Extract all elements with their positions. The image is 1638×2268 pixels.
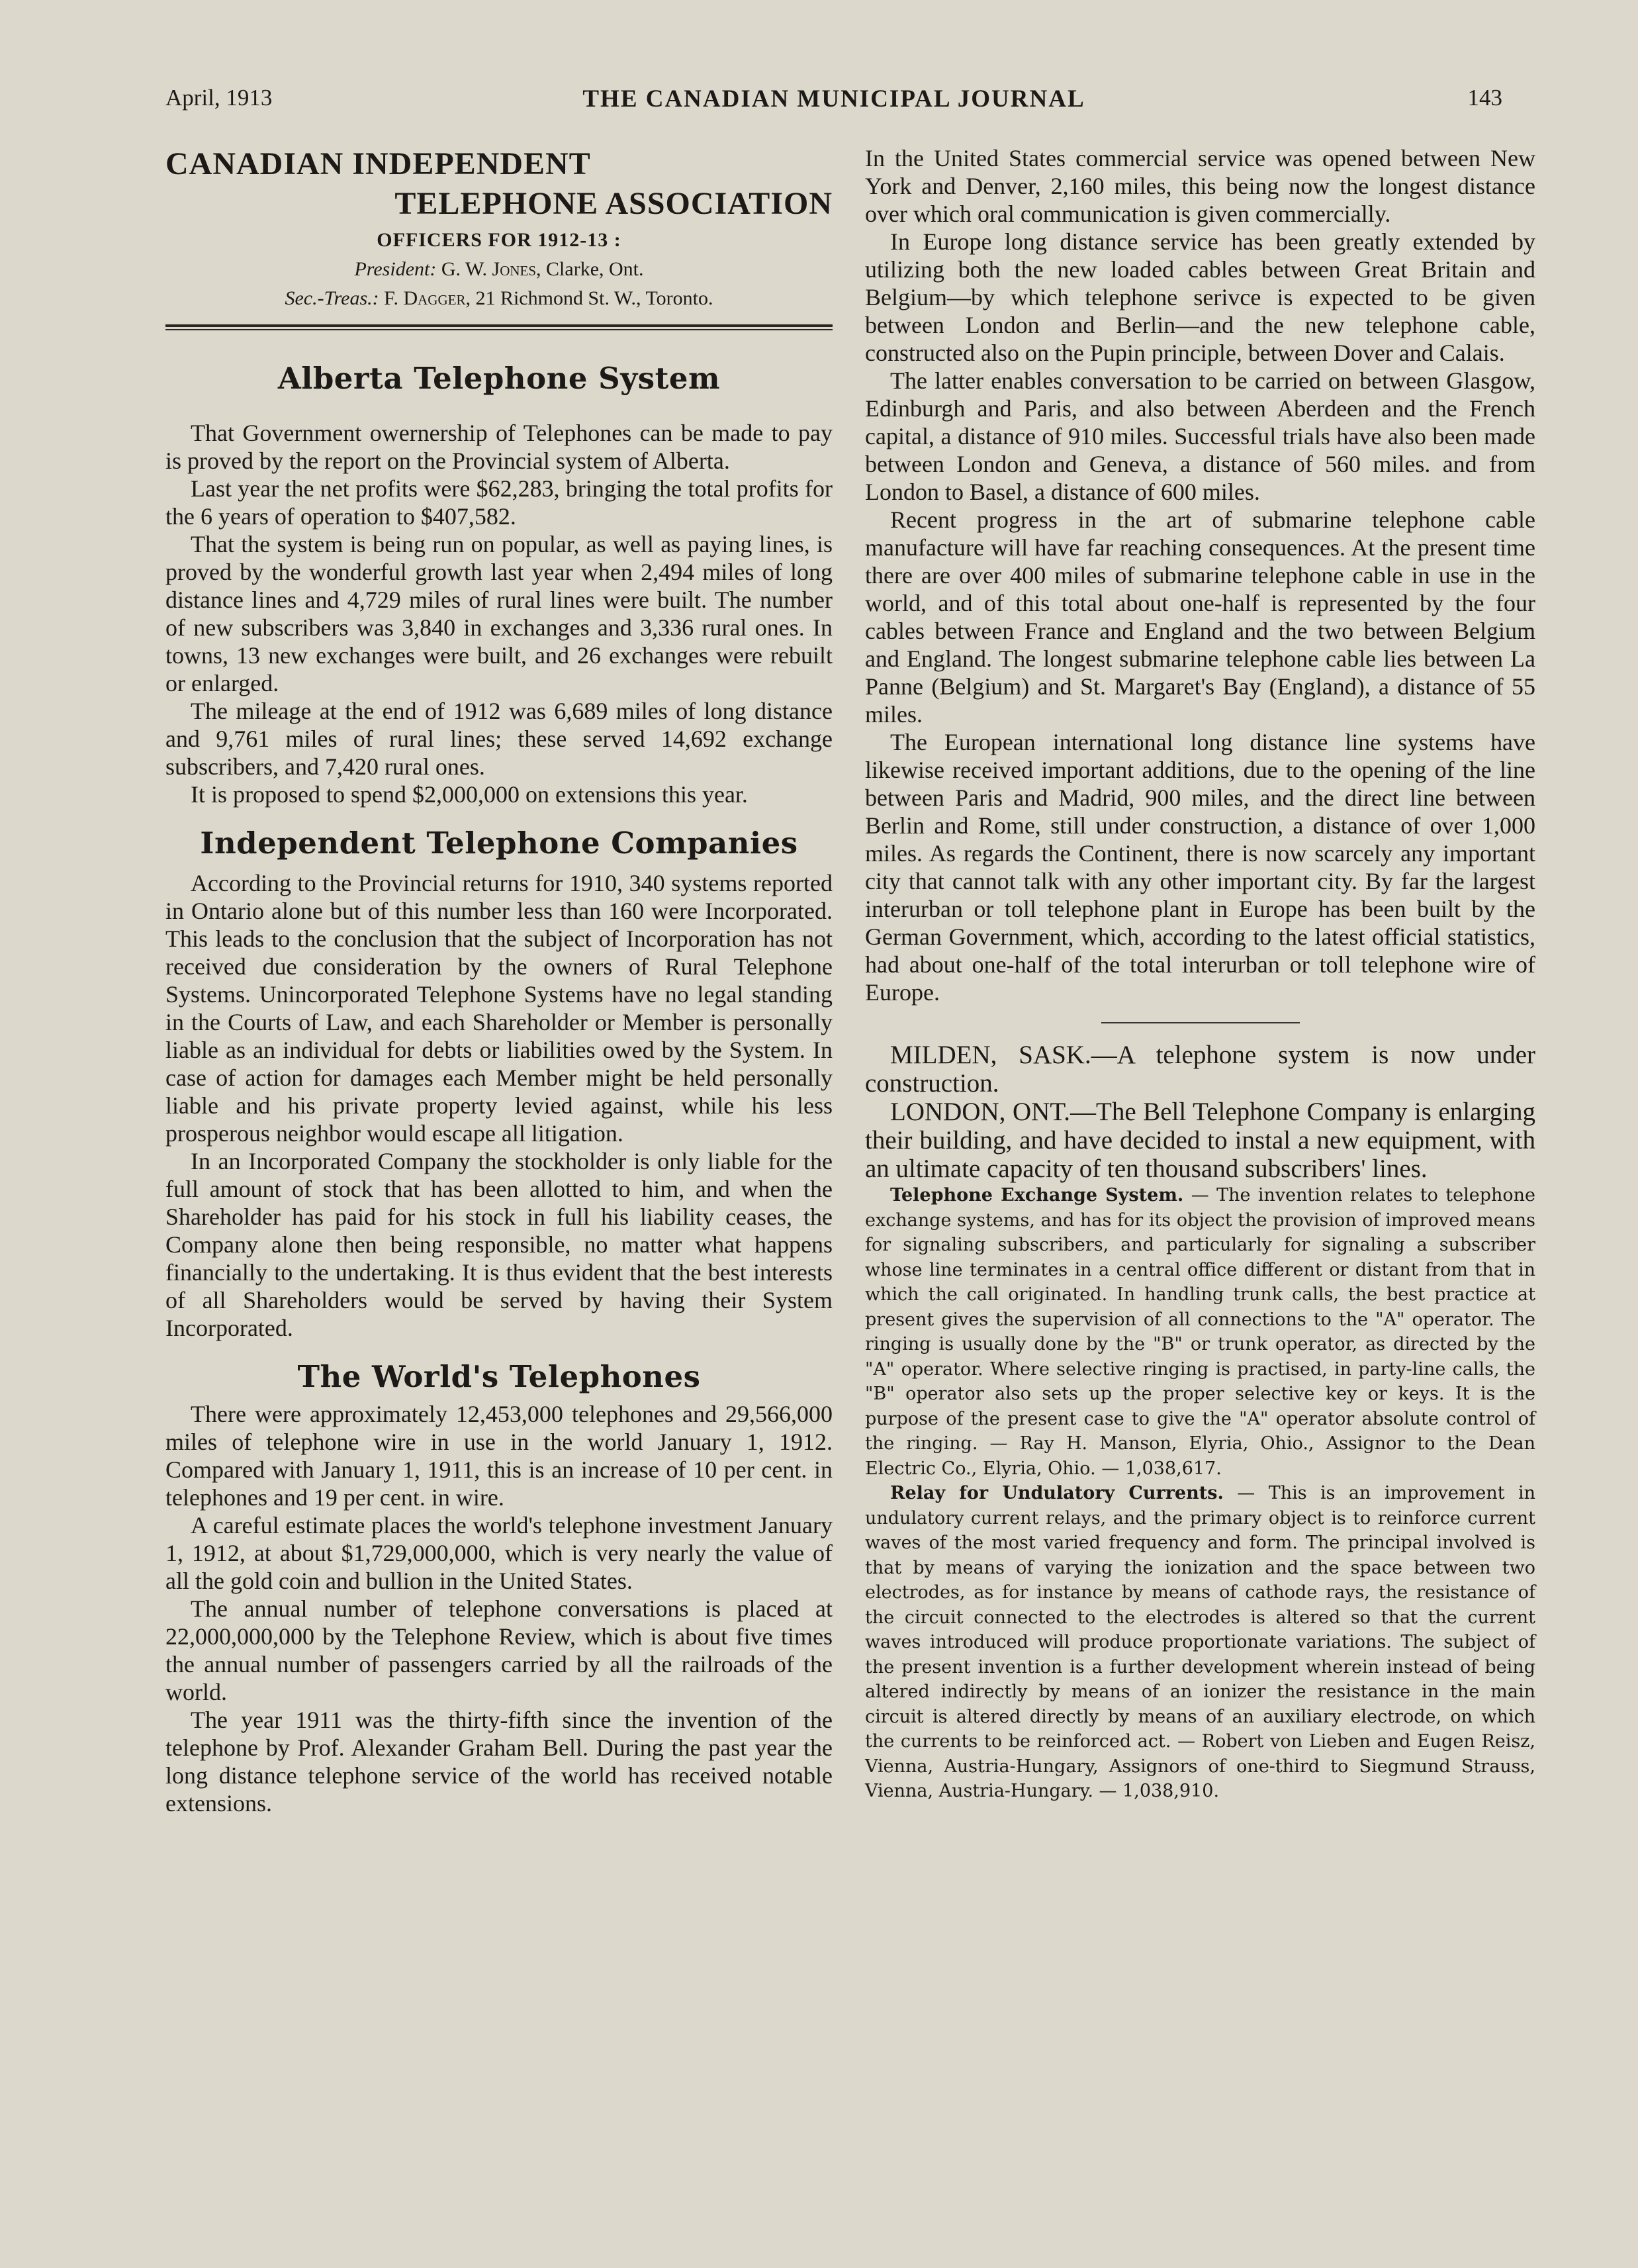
patent-text: — This is an improvement in undulatory current relays, and the primary object is to reinforce current waves of the most varied frequency and form. The principal involved is that by means of varying the ionization and the space between two electrodes, as for instance by means of cathode rays, the resistance of the circuit connected to the electrodes is altered so that the current waves introduced will produce proportionate variations. The subject of the present invention is a further development wherein instead of being altered indirectly by means of an ionizer the resistance in the main circuit is altered directly by means of an auxiliary electrode, on which the currents to be reinforced act. — Robert von Lieben and Eugen Reisz, Vienna, Austria-Hungary, Assignors of one-third to Siegmund Strauss, Vienna, Austria-Hungary. — 1,038,910. bbox=[865, 1483, 1536, 1801]
news-items bbox=[865, 1041, 1535, 1183]
article-paragraph: Recent progress in the art of submarine telephone cable manufacture will have far reaching consequences. At the present time there are over 400 miles of submarine telephone cable in use in the world, and of this total about one-half is represented by the four cables between France and England and the two between Belgium and England. The longest submarine telephone cable lies between La Panne (Belgium) and St. Margaret's Bay (England), a distance of 55 miles. bbox=[865, 506, 1535, 728]
sectreas-role: Sec.-Treas.: bbox=[285, 287, 379, 309]
article-paragraph: In Europe long distance service has been greatly extended by utilizing both the new loaded cables between Great Britain and Belgium—by which telephone serivce is expected to be given between London and Berlin—and the new telephone cable, constructed also on the Pupin principle, between Dover and Calais. bbox=[865, 228, 1535, 366]
article-paragraph: The European international long distance line systems have likewise received important additions, due to the opening of the line between Paris and Madrid, 900 miles, and the direct line between Berlin and Rome, still under construction, a distance of over 1,000 miles. As regards the Continent, there is now scarcely any important city that cannot talk with any other important city. By far the largest interurban or toll telephone plant in Europe has been built by the German Government, which, according to the latest official statistics, had about one-half of the total interurban or toll telephone wire of Europe. bbox=[865, 729, 1535, 1006]
news-item: LONDON, ONT.—The Bell Telephone Company is enlarging their building, and have decided to instal a new equipment, with an ultimate capacity of ten thousand subscribers' lines. bbox=[865, 1098, 1535, 1183]
patent-title: Relay for Undulatory Currents. bbox=[890, 1483, 1224, 1503]
article-paragraph: In an Incorporated Company the stockholder is only liable for the full amount of stock that has been allotted to him, and when the Shareholder has paid for his stock in full his liability ceases, the Company alone then being responsible, no matter what happens financially to the undertaking. It is thus evident that the best interests of all Shareholders would be served by having their System Incorporated. bbox=[165, 1148, 833, 1341]
world-heading: The World's Telephones bbox=[297, 1359, 701, 1394]
sectreas-place: 21 Richmond St. W., Toronto. bbox=[475, 287, 713, 309]
article-paragraph: The annual number of telephone conversations is placed at 22,000,000,000 by the Telephone Review, which is about five times the annual number of passengers carried by all the railroads of the world. bbox=[165, 1595, 833, 1705]
article-paragraph: The latter enables conversation to be carried on between Glasgow, Edinburgh and Paris, and also between Aberdeen and the French capital, a distance of 910 miles. Successful trials have also been made between London and Geneva, a distance of 560 miles. and from London to Basel, a distance of 600 miles. bbox=[865, 367, 1535, 505]
article-paragraph: The mileage at the end of 1912 was 6,689 miles of long distance and 9,761 miles of rural lines; these served 14,692 exchange subscribers, and 7,420 rural ones. bbox=[165, 698, 833, 780]
association-name-line1: CANADIAN INDEPENDENT bbox=[165, 146, 591, 181]
masthead-rule bbox=[165, 324, 833, 330]
world-article-continued bbox=[865, 144, 1535, 1006]
article-paragraph: In the United States commercial service was opened between New York and Denver, 2,160 miles, this being now the longest distance over which oral communication is given commercially. bbox=[865, 145, 1535, 227]
article-paragraph: A careful estimate places the world's telephone investment January 1, 1912, at about $1,729,000,000, which is very nearly the value of all the gold coin and bullion in the United States. bbox=[165, 1512, 833, 1594]
page-number: 143 bbox=[1467, 85, 1502, 111]
running-head bbox=[165, 85, 1502, 124]
article-paragraph: It is proposed to spend $2,000,000 on extensions this year. bbox=[191, 781, 748, 808]
president-role: President: bbox=[354, 258, 437, 280]
officers-heading: OFFICERS FOR 1912-13 : bbox=[377, 229, 621, 251]
patent-text: — The invention relates to telephone exchange systems, and has for its object the provision of improved means for signaling subscribers, and particularly for signaling a subscriber whose line terminates in a central office different or distant from that in which the call originated. In handling trunk calls, the best practice at present gives the supervision of all connections to the "A" operator. The ringing is usually done by the "B" or trunk operator, as directed by the "A" operator. Where selective ringing is practised, in party-line calls, the "B" operator also sets up the proper selective key or keys. It is the purpose of the present case to give the "A" operator absolute control of the ringing. — Ray H. Manson, Elyria, Ohio., Assignor to the Dean Electric Co., Elyria, Ohio. — 1,038,617. bbox=[865, 1185, 1536, 1479]
independent-article bbox=[165, 869, 833, 1342]
world-article bbox=[165, 1400, 833, 1817]
president-name: G. W. Jones, bbox=[441, 258, 541, 280]
article-paragraph: According to the Provincial returns for 1910, 340 systems reported in Ontario alone but of this number less than 160 were Incorporated. This leads to the conclusion that the subject of Incorporation has not received due consideration by the owners of Rural Telephone Systems. Unincorporated Telephone Systems have no legal standing in the Courts of Law, and each Shareholder or Member is personally liable as an individual for debts or liabilities owed by the System. In case of action for damages each Member might be held personally liable and his private property levied against, while his less prosperous neighbor would escape all litigation. bbox=[165, 870, 833, 1147]
president-line bbox=[165, 258, 833, 281]
alberta-heading: Alberta Telephone System bbox=[277, 361, 721, 396]
sectreas-name: F. Dagger, bbox=[384, 287, 471, 309]
section-divider bbox=[1101, 1022, 1300, 1023]
article-paragraph: That the system is being run on popular, as well as paying lines, is proved by the wonderful growth last year when 2,494 miles of long distance lines and 4,729 miles of rural lines were built. The number of new subscribers was 3,840 in exchanges and 3,336 rural ones. In towns, 13 new exchanges were built, and 26 exchanges were rebuilt or enlarged. bbox=[165, 531, 833, 696]
article-paragraph: Last year the net profits were $62,283, bringing the total profits for the 6 years of operation to $407,582. bbox=[165, 475, 833, 530]
sectreas-line bbox=[165, 287, 833, 310]
independent-heading: Independent Telephone Companies bbox=[200, 826, 798, 861]
president-place: Clarke, Ont. bbox=[546, 258, 644, 280]
association-masthead bbox=[165, 144, 833, 330]
article-paragraph: The year 1911 was the thirty-fifth since the invention of the telephone by Prof. Alexander Graham Bell. During the past year the long distance telephone service of the world has received notable extensions. bbox=[165, 1707, 833, 1817]
right-column bbox=[865, 144, 1535, 1804]
article-paragraph: That Government owernership of Telephones can be made to pay is proved by the report on the Provincial system of Alberta. bbox=[165, 420, 833, 474]
patent-abstracts bbox=[865, 1183, 1535, 1804]
patent-item bbox=[865, 1183, 1535, 1481]
association-name-line2: TELEPHONE ASSOCIATION bbox=[394, 186, 833, 221]
patent-item bbox=[865, 1481, 1535, 1804]
left-column bbox=[165, 144, 833, 1817]
issue-date: April, 1913 bbox=[165, 85, 273, 111]
patent-title: Telephone Exchange System. bbox=[890, 1185, 1184, 1205]
article-paragraph: There were approximately 12,453,000 telephones and 29,566,000 miles of telephone wire in use in the world January 1, 1912. Compared with January 1, 1911, this is an increase of 10 per cent. in telephones and 19 per cent. in wire. bbox=[165, 1401, 833, 1511]
alberta-article bbox=[165, 419, 833, 808]
news-item: MILDEN, SASK.—A telephone system is now under construction. bbox=[865, 1041, 1535, 1098]
journal-title: THE CANADIAN MUNICIPAL JOURNAL bbox=[582, 85, 1085, 113]
